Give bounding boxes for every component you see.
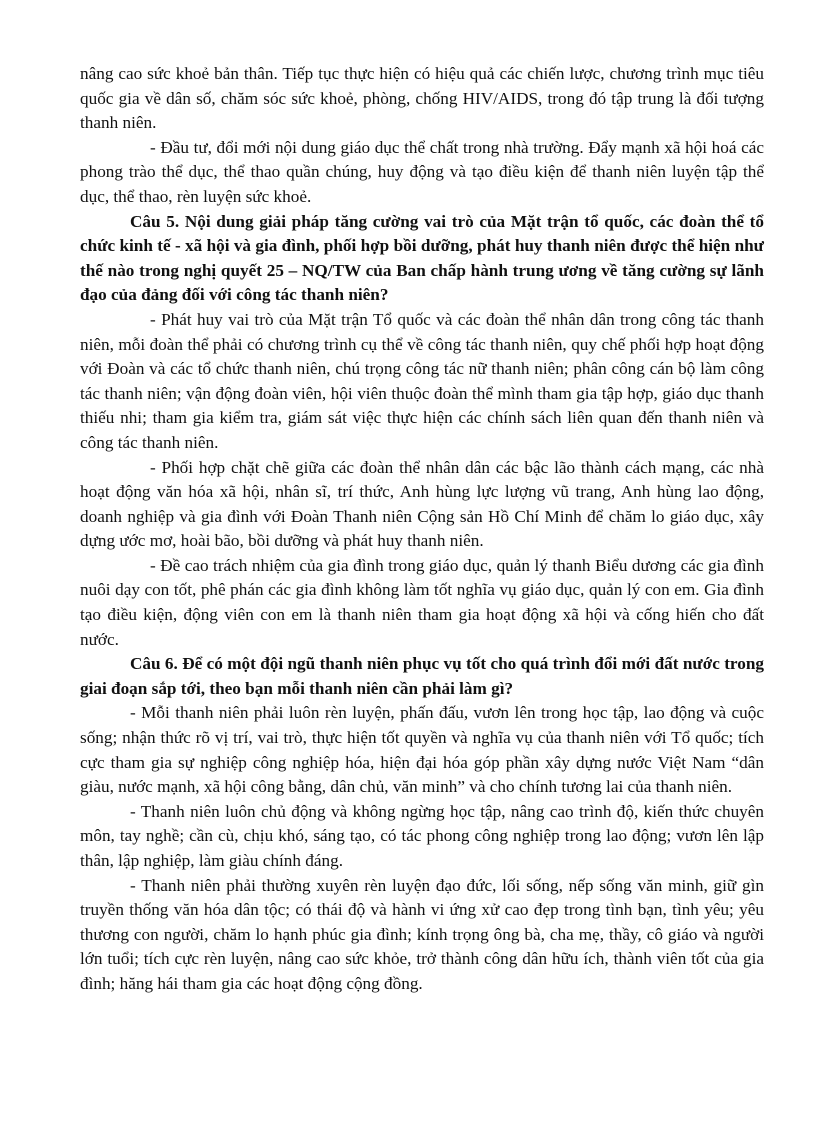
paragraph-youth-training: - Mỗi thanh niên phải luôn rèn luyện, phấn đấu, vươn lên trong học tập, lao động và cuộc sống; nhận thức rõ vị trí, vai trò, thực hiện tốt quyền và nghĩa vụ của thanh niên với Tổ quốc; tích cực tham gia sự nghiệp công nghiệp hóa, hiện đại hóa góp phần xây dựng nước Việt Nam “dân giàu, nước mạnh, xã hội công bằng, dân chủ, văn minh” và cho chính tương lai của thanh niên. [80, 703, 764, 797]
paragraph-youth-learning: - Thanh niên luôn chủ động và không ngừng học tập, nâng cao trình độ, kiến thức chuyên môn, tay nghề; cần cù, chịu khó, sáng tạo, có tác phong công nghiệp trong lao động; vươn lên lập thân, lập nghiệp, làm giàu chính đáng. [80, 801, 764, 870]
paragraph-intro-continuation: nâng cao sức khoẻ bản thân. Tiếp tục thực hiện có hiệu quả các chiến lược, chương trình mục tiêu quốc gia về dân số, chăm sóc sức khoẻ, phòng, chống HIV/AIDS, trong đó tập trung là đối tượng thanh niên. [80, 64, 764, 133]
paragraph-youth-ethics: - Thanh niên phải thường xuyên rèn luyện đạo đức, lối sống, nếp sống văn minh, giữ gìn truyền thống văn hóa dân tộc; có thái độ và hành vi ứng xử cao đẹp trong tình bạn, tình yêu; yêu thương con người, chăm lo hạnh phúc gia đình; kính trọng ông bà, cha mẹ, thầy, cô giáo và người lớn tuổi; tích cực rèn luyện, nâng cao sức khỏe, trở thành công dân hữu ích, thành viên tốt của gia đình; hăng hái tham gia các hoạt động cộng đồng. [80, 875, 764, 993]
paragraph-family-responsibility: - Đề cao trách nhiệm của gia đình trong giáo dục, quản lý thanh Biểu dương các gia đình nuôi dạy con tốt, phê phán các gia đình không làm tốt nghĩa vụ giáo dục, quản lý con em. Gia đình tạo điều kiện, động viên con em là thanh niên tham gia hoạt động xã hội và cống hiến cho đất nước. [80, 555, 764, 649]
paragraph-physical-education: - Đầu tư, đổi mới nội dung giáo dục thể chất trong nhà trường. Đẩy mạnh xã hội hoá các phong trào thể dục, thể thao quần chúng, huy động và tạo điều kiện để thanh niên luyện tập thể dục, thể thao, rèn luyện sức khoẻ. [80, 137, 764, 206]
question-5-heading: Câu 5. Nội dung giải pháp tăng cường vai trò của Mặt trận tổ quốc, các đoàn thể tổ chức kinh tế - xã hội và gia đình, phối hợp bồi dưỡng, phát huy thanh niên được thể hiện như thế nào trong nghị quyết 25 – NQ/TW của Ban chấp hành trung ương về tăng cường sự lãnh đạo của đảng đối với công tác thanh niên? [80, 211, 764, 305]
paragraph-fatherland-front: - Phát huy vai trò của Mặt trận Tổ quốc và các đoàn thể nhân dân trong công tác thanh niên, mỗi đoàn thể phải có chương trình cụ thể về công tác thanh niên, quy chế phối hợp hoạt động với Đoàn và các tổ chức thanh niên, chú trọng công tác nữ thanh niên; phân công cán bộ làm công tác thanh niên; vận động đoàn viên, hội viên thuộc đoàn thể mình tham gia tập hợp, giáo dục thanh thiếu nhi; tham gia kiểm tra, giám sát việc thực hiện các chính sách liên quan đến thanh niên và công tác thanh niên. [80, 309, 764, 452]
question-6-heading: Câu 6. Để có một đội ngũ thanh niên phục vụ tốt cho quá trình đổi mới đất nước trong giai đoạn sắp tới, theo bạn mỗi thanh niên cần phải làm gì? [80, 654, 764, 698]
paragraph-coordination: - Phối hợp chặt chẽ giữa các đoàn thể nhân dân các bậc lão thành cách mạng, các nhà hoạt động văn hóa xã hội, nhân sĩ, trí thức, Anh hùng lực lượng vũ trang, Anh hùng lao động, doanh nghiệp và gia đình với Đoàn Thanh niên Cộng sản Hồ Chí Minh để chăm lo giáo dục, xây dựng ước mơ, hoài bão, bồi dưỡng và phát huy thanh niên. [80, 457, 764, 551]
document-page [80, 62, 764, 997]
